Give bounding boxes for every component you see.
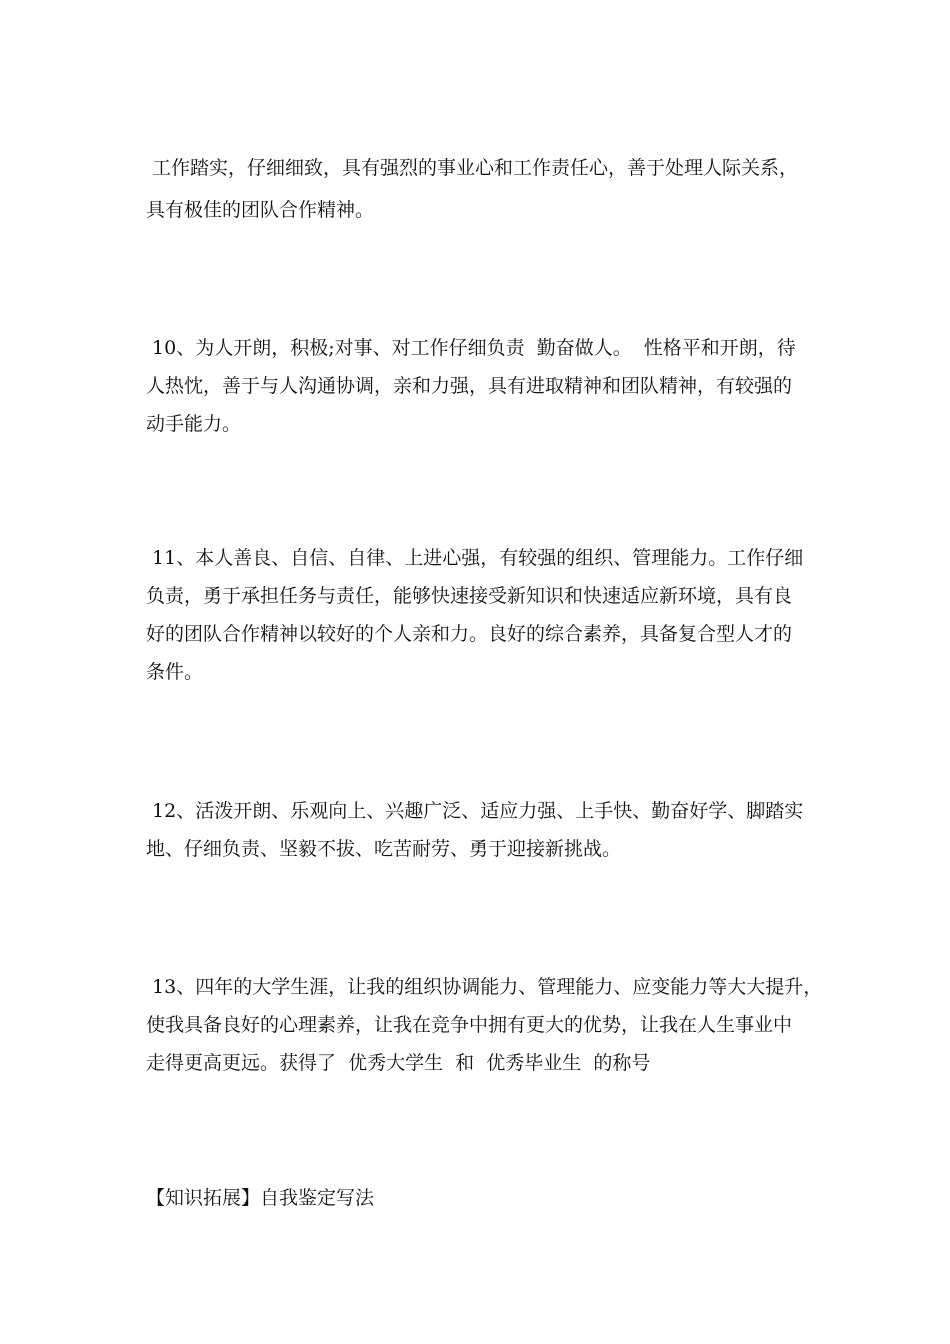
paragraph-line: 11、本人善良、自信、自律、上进心强，有较强的组织、管理能力。工作仔细 [146, 547, 804, 569]
paragraph-line: 负责，勇于承担任务与责任，能够快速接受新知识和快速适应新环境，具有良 [146, 585, 793, 607]
paragraph-line: 使我具备良好的心理素养，让我在竞争中拥有更大的优势，让我在人生事业中 [146, 1014, 793, 1036]
paragraph-line: 走得更高更远。获得了 优秀大学生 和 优秀毕业生 的称号 [146, 1052, 651, 1074]
paragraph-line: 条件。 [146, 661, 204, 683]
section-heading: 【知识拓展】自我鉴定写法 [146, 1187, 375, 1209]
paragraph-line: 动手能力。 [146, 413, 242, 435]
paragraph-line: 10、为人开朗，积极;对事、对工作仔细负责 勤奋做人。 性格平和开朗，待 [146, 337, 796, 359]
paragraph-line: 13、四年的大学生涯，让我的组织协调能力、管理能力、应变能力等大大提升， [146, 976, 823, 998]
paragraph-line: 地、仔细负责、坚毅不拔、吃苦耐劳、勇于迎接新挑战。 [146, 838, 622, 860]
paragraph-line: 具有极佳的团队合作精神。 [146, 199, 375, 221]
paragraph-line: 12、活泼开朗、乐观向上、兴趣广泛、适应力强、上手快、勤奋好学、脚踏实 [146, 800, 804, 822]
paragraph-line: 人热忱，善于与人沟通协调，亲和力强，具有进取精神和团队精神，有较强的 [146, 375, 793, 397]
paragraph-line: 好的团队合作精神以较好的个人亲和力。良好的综合素养，具备复合型人才的 [146, 623, 793, 645]
paragraph-line: 工作踏实，仔细细致，具有强烈的事业心和工作责任心，善于处理人际关系， [146, 157, 799, 179]
